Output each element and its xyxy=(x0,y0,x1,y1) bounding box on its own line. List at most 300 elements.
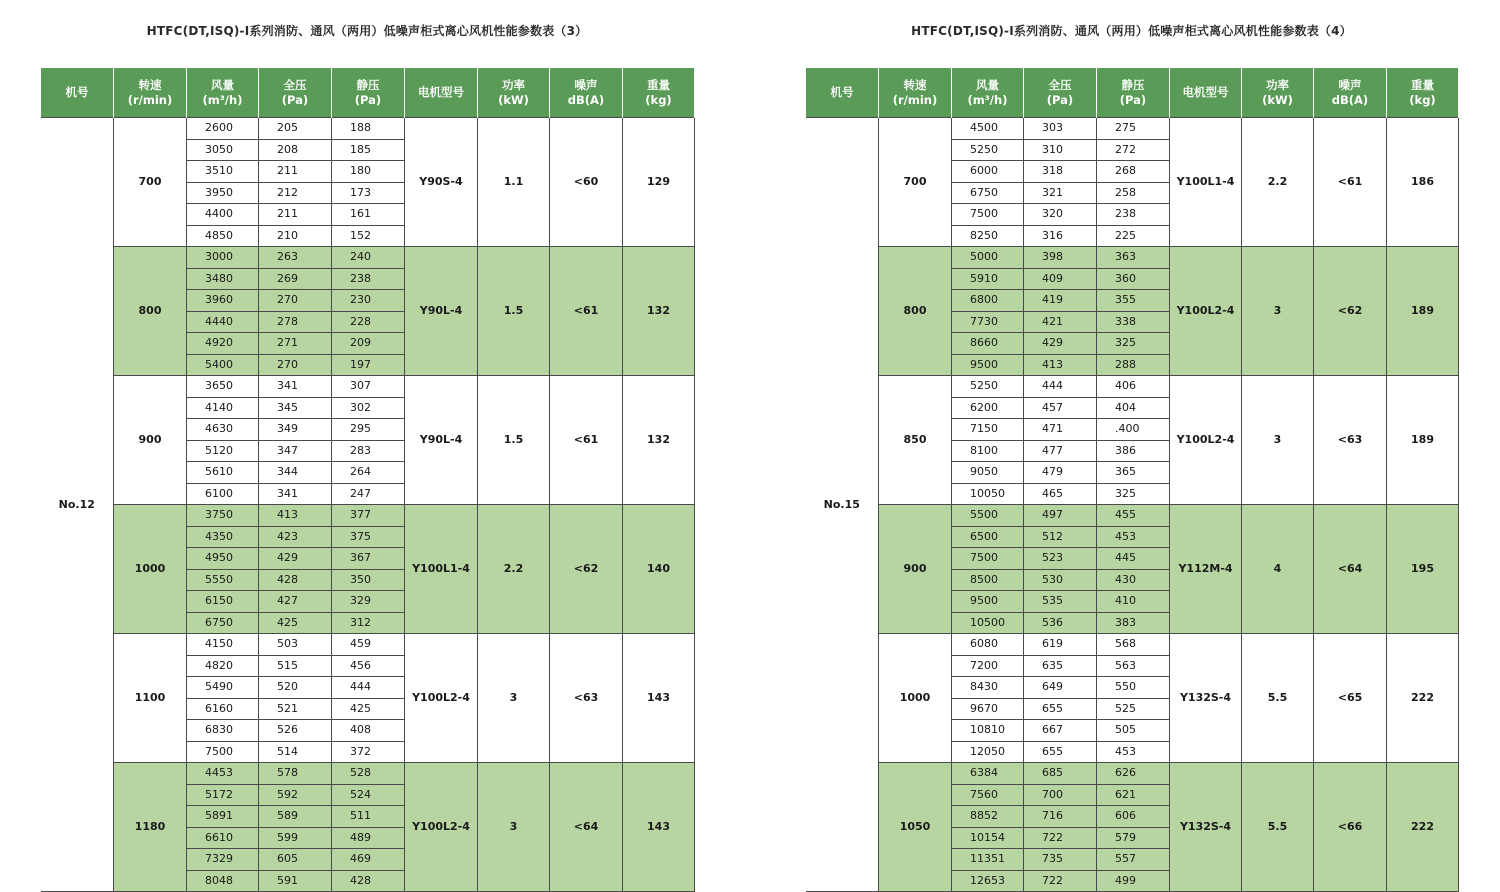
total-pressure-cell: 521 xyxy=(259,698,332,720)
column-header xyxy=(259,68,332,118)
column-header xyxy=(1097,68,1170,118)
noise-cell: <65 xyxy=(1314,634,1387,763)
airflow-cell: 5250 xyxy=(952,139,1024,161)
noise-cell: <63 xyxy=(1314,376,1387,505)
total-pressure-cell: 497 xyxy=(1024,505,1097,527)
total-pressure-cell: 457 xyxy=(1024,397,1097,419)
header-text: (r/min) xyxy=(892,92,938,107)
total-pressure-cell: 655 xyxy=(1024,741,1097,763)
total-pressure-cell: 512 xyxy=(1024,526,1097,548)
static-pressure-cell: 410 xyxy=(1097,591,1170,613)
noise-cell: <62 xyxy=(550,505,623,634)
static-pressure-cell: 312 xyxy=(332,612,405,634)
airflow-cell: 11351 xyxy=(952,849,1024,871)
power-cell: 1.5 xyxy=(478,247,550,376)
total-pressure-cell: 425 xyxy=(259,612,332,634)
column-header xyxy=(806,68,879,118)
total-pressure-cell: 429 xyxy=(1024,333,1097,355)
total-pressure-cell: 667 xyxy=(1024,720,1097,742)
airflow-cell: 3650 xyxy=(187,376,259,398)
airflow-cell: 6384 xyxy=(952,763,1024,785)
static-pressure-cell: 365 xyxy=(1097,462,1170,484)
static-pressure-cell: 550 xyxy=(1097,677,1170,699)
airflow-cell: 3510 xyxy=(187,161,259,183)
motor-model-cell: Y100L2-4 xyxy=(405,634,478,763)
motor-model-cell: Y100L1-4 xyxy=(1170,118,1242,247)
header-text: (m³/h) xyxy=(202,92,243,107)
weight-cell: 132 xyxy=(623,247,695,376)
airflow-cell: 4850 xyxy=(187,225,259,247)
airflow-cell: 6000 xyxy=(952,161,1024,183)
static-pressure-cell: 275 xyxy=(1097,118,1170,140)
header-text: (kg) xyxy=(645,92,672,107)
airflow-cell: 5891 xyxy=(187,806,259,828)
static-pressure-cell: 238 xyxy=(1097,204,1170,226)
total-pressure-cell: 303 xyxy=(1024,118,1097,140)
power-cell: 1.5 xyxy=(478,376,550,505)
total-pressure-cell: 649 xyxy=(1024,677,1097,699)
header-text: 转速 xyxy=(138,77,162,92)
total-pressure-cell: 270 xyxy=(259,354,332,376)
airflow-cell: 3950 xyxy=(187,182,259,204)
table-title: HTFC(DT,ISQ)-I系列消防、通风（两用）低噪声柜式离心风机性能参数表（3） xyxy=(146,24,588,38)
weight-cell: 132 xyxy=(623,376,695,505)
airflow-cell: 7500 xyxy=(187,741,259,763)
airflow-cell: 4400 xyxy=(187,204,259,226)
airflow-cell: 5400 xyxy=(187,354,259,376)
static-pressure-cell: 188 xyxy=(332,118,405,140)
total-pressure-cell: 514 xyxy=(259,741,332,763)
total-pressure-cell: 685 xyxy=(1024,763,1097,785)
table-row xyxy=(41,118,695,140)
total-pressure-cell: 427 xyxy=(259,591,332,613)
header-text: dB(A) xyxy=(567,92,605,107)
table-row xyxy=(806,634,1459,656)
airflow-cell: 7500 xyxy=(952,548,1024,570)
static-pressure-cell: 240 xyxy=(332,247,405,269)
power-cell: 2.2 xyxy=(1242,118,1314,247)
column-header xyxy=(952,68,1024,118)
airflow-cell: 3960 xyxy=(187,290,259,312)
total-pressure-cell: 526 xyxy=(259,720,332,742)
static-pressure-cell: 511 xyxy=(332,806,405,828)
static-pressure-cell: 185 xyxy=(332,139,405,161)
table-row xyxy=(806,763,1459,785)
total-pressure-cell: 341 xyxy=(259,376,332,398)
airflow-cell: 12050 xyxy=(952,741,1024,763)
airflow-cell: 6750 xyxy=(952,182,1024,204)
table-row xyxy=(806,376,1459,398)
table-row xyxy=(806,505,1459,527)
motor-model-cell: Y90L-4 xyxy=(405,376,478,505)
weight-cell: 186 xyxy=(1387,118,1459,247)
static-pressure-cell: 258 xyxy=(1097,182,1170,204)
static-pressure-cell: 453 xyxy=(1097,526,1170,548)
header-text: (kW) xyxy=(498,92,529,107)
motor-model-cell: Y90S-4 xyxy=(405,118,478,247)
airflow-cell: 4500 xyxy=(952,118,1024,140)
weight-cell: 189 xyxy=(1387,247,1459,376)
total-pressure-cell: 341 xyxy=(259,483,332,505)
header-text: (Pa) xyxy=(1046,92,1074,107)
motor-model-cell: Y100L2-4 xyxy=(1170,376,1242,505)
airflow-cell: 7329 xyxy=(187,849,259,871)
static-pressure-cell: 338 xyxy=(1097,311,1170,333)
power-cell: 3 xyxy=(1242,376,1314,505)
airflow-cell: 4820 xyxy=(187,655,259,677)
static-pressure-cell: 367 xyxy=(332,548,405,570)
power-cell: 5.5 xyxy=(1242,634,1314,763)
airflow-cell: 9500 xyxy=(952,591,1024,613)
spec-table xyxy=(805,68,1459,892)
static-pressure-cell: 230 xyxy=(332,290,405,312)
speed-cell: 700 xyxy=(879,118,952,247)
header-text: 静压 xyxy=(1121,77,1145,92)
column-header xyxy=(550,68,623,118)
airflow-cell: 12653 xyxy=(952,870,1024,892)
power-cell: 3 xyxy=(1242,247,1314,376)
header-text: 机号 xyxy=(65,85,89,99)
airflow-cell: 6750 xyxy=(187,612,259,634)
airflow-cell: 7560 xyxy=(952,784,1024,806)
total-pressure-cell: 421 xyxy=(1024,311,1097,333)
power-cell: 3 xyxy=(478,634,550,763)
header-text: 转速 xyxy=(903,77,927,92)
airflow-cell: 5550 xyxy=(187,569,259,591)
total-pressure-cell: 347 xyxy=(259,440,332,462)
weight-cell: 140 xyxy=(623,505,695,634)
model-number-cell: No.12 xyxy=(41,118,114,892)
header-text: 风量 xyxy=(976,77,999,92)
airflow-cell: 6100 xyxy=(187,483,259,505)
speed-cell: 900 xyxy=(879,505,952,634)
noise-cell: <61 xyxy=(550,376,623,505)
static-pressure-cell: 225 xyxy=(1097,225,1170,247)
total-pressure-cell: 589 xyxy=(259,806,332,828)
weight-cell: 222 xyxy=(1387,634,1459,763)
power-cell: 4 xyxy=(1242,505,1314,634)
header-text: 功率 xyxy=(1266,77,1289,92)
header-text: 重量 xyxy=(647,77,670,92)
airflow-cell: 3050 xyxy=(187,139,259,161)
static-pressure-cell: 264 xyxy=(332,462,405,484)
column-header xyxy=(114,68,187,118)
column-header xyxy=(1170,68,1242,118)
static-pressure-cell: .400 xyxy=(1097,419,1170,441)
total-pressure-cell: 409 xyxy=(1024,268,1097,290)
total-pressure-cell: 349 xyxy=(259,419,332,441)
table-row xyxy=(41,247,695,269)
header-text: dB(A) xyxy=(1331,92,1369,107)
speed-cell: 850 xyxy=(879,376,952,505)
column-header xyxy=(478,68,550,118)
motor-model-cell: Y132S-4 xyxy=(1170,763,1242,892)
table-row xyxy=(41,763,695,785)
column-header xyxy=(41,68,114,118)
static-pressure-cell: 386 xyxy=(1097,440,1170,462)
airflow-cell: 10810 xyxy=(952,720,1024,742)
total-pressure-cell: 316 xyxy=(1024,225,1097,247)
noise-cell: <60 xyxy=(550,118,623,247)
motor-model-cell: Y90L-4 xyxy=(405,247,478,376)
model-number-cell: No.15 xyxy=(806,118,879,892)
motor-model-cell: Y100L1-4 xyxy=(405,505,478,634)
airflow-cell: 4630 xyxy=(187,419,259,441)
total-pressure-cell: 278 xyxy=(259,311,332,333)
static-pressure-cell: 568 xyxy=(1097,634,1170,656)
column-header xyxy=(332,68,405,118)
airflow-cell: 6150 xyxy=(187,591,259,613)
airflow-cell: 6080 xyxy=(952,634,1024,656)
airflow-cell: 4920 xyxy=(187,333,259,355)
static-pressure-cell: 489 xyxy=(332,827,405,849)
power-cell: 3 xyxy=(478,763,550,892)
total-pressure-cell: 211 xyxy=(259,204,332,226)
header-text: (Pa) xyxy=(1119,92,1147,107)
total-pressure-cell: 423 xyxy=(259,526,332,548)
total-pressure-cell: 444 xyxy=(1024,376,1097,398)
total-pressure-cell: 578 xyxy=(259,763,332,785)
header-text: 机号 xyxy=(830,85,854,99)
static-pressure-cell: 197 xyxy=(332,354,405,376)
airflow-cell: 6160 xyxy=(187,698,259,720)
airflow-cell: 6610 xyxy=(187,827,259,849)
total-pressure-cell: 344 xyxy=(259,462,332,484)
airflow-cell: 8500 xyxy=(952,569,1024,591)
static-pressure-cell: 408 xyxy=(332,720,405,742)
table-row xyxy=(806,247,1459,269)
static-pressure-cell: 469 xyxy=(332,849,405,871)
speed-cell: 1100 xyxy=(114,634,187,763)
total-pressure-cell: 520 xyxy=(259,677,332,699)
speed-cell: 1180 xyxy=(114,763,187,892)
airflow-cell: 8660 xyxy=(952,333,1024,355)
total-pressure-cell: 210 xyxy=(259,225,332,247)
column-header xyxy=(187,68,259,118)
static-pressure-cell: 228 xyxy=(332,311,405,333)
total-pressure-cell: 722 xyxy=(1024,870,1097,892)
total-pressure-cell: 599 xyxy=(259,827,332,849)
header-text: (kg) xyxy=(1409,92,1436,107)
static-pressure-cell: 621 xyxy=(1097,784,1170,806)
column-header xyxy=(1242,68,1314,118)
total-pressure-cell: 428 xyxy=(259,569,332,591)
airflow-cell: 9500 xyxy=(952,354,1024,376)
power-cell: 1.1 xyxy=(478,118,550,247)
total-pressure-cell: 535 xyxy=(1024,591,1097,613)
total-pressure-cell: 591 xyxy=(259,870,332,892)
total-pressure-cell: 592 xyxy=(259,784,332,806)
static-pressure-cell: 563 xyxy=(1097,655,1170,677)
header-text: 电机型号 xyxy=(1182,85,1229,99)
static-pressure-cell: 268 xyxy=(1097,161,1170,183)
total-pressure-cell: 419 xyxy=(1024,290,1097,312)
header-text: 重量 xyxy=(1411,77,1434,92)
airflow-cell: 8250 xyxy=(952,225,1024,247)
total-pressure-cell: 635 xyxy=(1024,655,1097,677)
noise-cell: <63 xyxy=(550,634,623,763)
airflow-cell: 6500 xyxy=(952,526,1024,548)
column-header xyxy=(405,68,478,118)
column-header xyxy=(879,68,952,118)
airflow-cell: 6200 xyxy=(952,397,1024,419)
table-row xyxy=(41,376,695,398)
noise-cell: <62 xyxy=(1314,247,1387,376)
static-pressure-cell: 272 xyxy=(1097,139,1170,161)
header-text: 静压 xyxy=(356,77,380,92)
header-text: 噪声 xyxy=(574,77,598,92)
speed-cell: 1000 xyxy=(114,505,187,634)
total-pressure-cell: 413 xyxy=(259,505,332,527)
speed-cell: 800 xyxy=(114,247,187,376)
static-pressure-cell: 307 xyxy=(332,376,405,398)
static-pressure-cell: 372 xyxy=(332,741,405,763)
header-text: 电机型号 xyxy=(418,85,464,99)
noise-cell: <66 xyxy=(1314,763,1387,892)
airflow-cell: 9670 xyxy=(952,698,1024,720)
static-pressure-cell: 505 xyxy=(1097,720,1170,742)
total-pressure-cell: 321 xyxy=(1024,182,1097,204)
weight-cell: 129 xyxy=(623,118,695,247)
airflow-cell: 5172 xyxy=(187,784,259,806)
header-text: (m³/h) xyxy=(967,92,1008,107)
airflow-cell: 7500 xyxy=(952,204,1024,226)
airflow-cell: 4950 xyxy=(187,548,259,570)
static-pressure-cell: 456 xyxy=(332,655,405,677)
total-pressure-cell: 270 xyxy=(259,290,332,312)
total-pressure-cell: 605 xyxy=(259,849,332,871)
airflow-cell: 4150 xyxy=(187,634,259,656)
spec-table xyxy=(40,68,695,892)
airflow-cell: 8852 xyxy=(952,806,1024,828)
airflow-cell: 10154 xyxy=(952,827,1024,849)
airflow-cell: 9050 xyxy=(952,462,1024,484)
airflow-cell: 5000 xyxy=(952,247,1024,269)
airflow-cell: 5120 xyxy=(187,440,259,462)
total-pressure-cell: 619 xyxy=(1024,634,1097,656)
speed-cell: 900 xyxy=(114,376,187,505)
static-pressure-cell: 425 xyxy=(332,698,405,720)
header-text: (kW) xyxy=(1262,92,1293,107)
power-cell: 2.2 xyxy=(478,505,550,634)
header-text: 风量 xyxy=(211,77,234,92)
static-pressure-cell: 355 xyxy=(1097,290,1170,312)
static-pressure-cell: 360 xyxy=(1097,268,1170,290)
airflow-cell: 7200 xyxy=(952,655,1024,677)
header-text: (Pa) xyxy=(354,92,382,107)
total-pressure-cell: 722 xyxy=(1024,827,1097,849)
weight-cell: 143 xyxy=(623,634,695,763)
total-pressure-cell: 429 xyxy=(259,548,332,570)
total-pressure-cell: 269 xyxy=(259,268,332,290)
total-pressure-cell: 536 xyxy=(1024,612,1097,634)
speed-cell: 700 xyxy=(114,118,187,247)
static-pressure-cell: 404 xyxy=(1097,397,1170,419)
static-pressure-cell: 209 xyxy=(332,333,405,355)
total-pressure-cell: 413 xyxy=(1024,354,1097,376)
column-header xyxy=(623,68,695,118)
airflow-cell: 8430 xyxy=(952,677,1024,699)
total-pressure-cell: 208 xyxy=(259,139,332,161)
header-text: 功率 xyxy=(502,77,525,92)
speed-cell: 1000 xyxy=(879,634,952,763)
static-pressure-cell: 302 xyxy=(332,397,405,419)
total-pressure-cell: 211 xyxy=(259,161,332,183)
static-pressure-cell: 383 xyxy=(1097,612,1170,634)
total-pressure-cell: 212 xyxy=(259,182,332,204)
static-pressure-cell: 161 xyxy=(332,204,405,226)
column-header xyxy=(1024,68,1097,118)
static-pressure-cell: 455 xyxy=(1097,505,1170,527)
header-text: 全压 xyxy=(283,77,307,92)
airflow-cell: 4140 xyxy=(187,397,259,419)
noise-cell: <64 xyxy=(550,763,623,892)
header-text: (Pa) xyxy=(281,92,309,107)
header-text: 全压 xyxy=(1048,77,1072,92)
total-pressure-cell: 320 xyxy=(1024,204,1097,226)
motor-model-cell: Y100L2-4 xyxy=(405,763,478,892)
table-row xyxy=(41,634,695,656)
power-cell: 5.5 xyxy=(1242,763,1314,892)
static-pressure-cell: 626 xyxy=(1097,763,1170,785)
airflow-cell: 5250 xyxy=(952,376,1024,398)
airflow-cell: 5910 xyxy=(952,268,1024,290)
header-text: 噪声 xyxy=(1338,77,1362,92)
total-pressure-cell: 398 xyxy=(1024,247,1097,269)
static-pressure-cell: 459 xyxy=(332,634,405,656)
total-pressure-cell: 735 xyxy=(1024,849,1097,871)
static-pressure-cell: 247 xyxy=(332,483,405,505)
airflow-cell: 7730 xyxy=(952,311,1024,333)
header-row xyxy=(806,68,1459,118)
total-pressure-cell: 271 xyxy=(259,333,332,355)
static-pressure-cell: 453 xyxy=(1097,741,1170,763)
static-pressure-cell: 377 xyxy=(332,505,405,527)
airflow-cell: 3750 xyxy=(187,505,259,527)
static-pressure-cell: 325 xyxy=(1097,333,1170,355)
static-pressure-cell: 288 xyxy=(1097,354,1170,376)
static-pressure-cell: 152 xyxy=(332,225,405,247)
airflow-cell: 2600 xyxy=(187,118,259,140)
total-pressure-cell: 700 xyxy=(1024,784,1097,806)
total-pressure-cell: 479 xyxy=(1024,462,1097,484)
column-header xyxy=(1314,68,1387,118)
static-pressure-cell: 295 xyxy=(332,419,405,441)
static-pressure-cell: 180 xyxy=(332,161,405,183)
total-pressure-cell: 523 xyxy=(1024,548,1097,570)
motor-model-cell: Y100L2-4 xyxy=(1170,247,1242,376)
motor-model-cell: Y132S-4 xyxy=(1170,634,1242,763)
total-pressure-cell: 318 xyxy=(1024,161,1097,183)
airflow-cell: 7150 xyxy=(952,419,1024,441)
static-pressure-cell: 525 xyxy=(1097,698,1170,720)
total-pressure-cell: 503 xyxy=(259,634,332,656)
airflow-cell: 5610 xyxy=(187,462,259,484)
airflow-cell: 8048 xyxy=(187,870,259,892)
total-pressure-cell: 515 xyxy=(259,655,332,677)
static-pressure-cell: 499 xyxy=(1097,870,1170,892)
static-pressure-cell: 524 xyxy=(332,784,405,806)
static-pressure-cell: 238 xyxy=(332,268,405,290)
airflow-cell: 4440 xyxy=(187,311,259,333)
total-pressure-cell: 655 xyxy=(1024,698,1097,720)
speed-cell: 1050 xyxy=(879,763,952,892)
static-pressure-cell: 428 xyxy=(332,870,405,892)
airflow-cell: 4350 xyxy=(187,526,259,548)
static-pressure-cell: 579 xyxy=(1097,827,1170,849)
static-pressure-cell: 445 xyxy=(1097,548,1170,570)
weight-cell: 195 xyxy=(1387,505,1459,634)
